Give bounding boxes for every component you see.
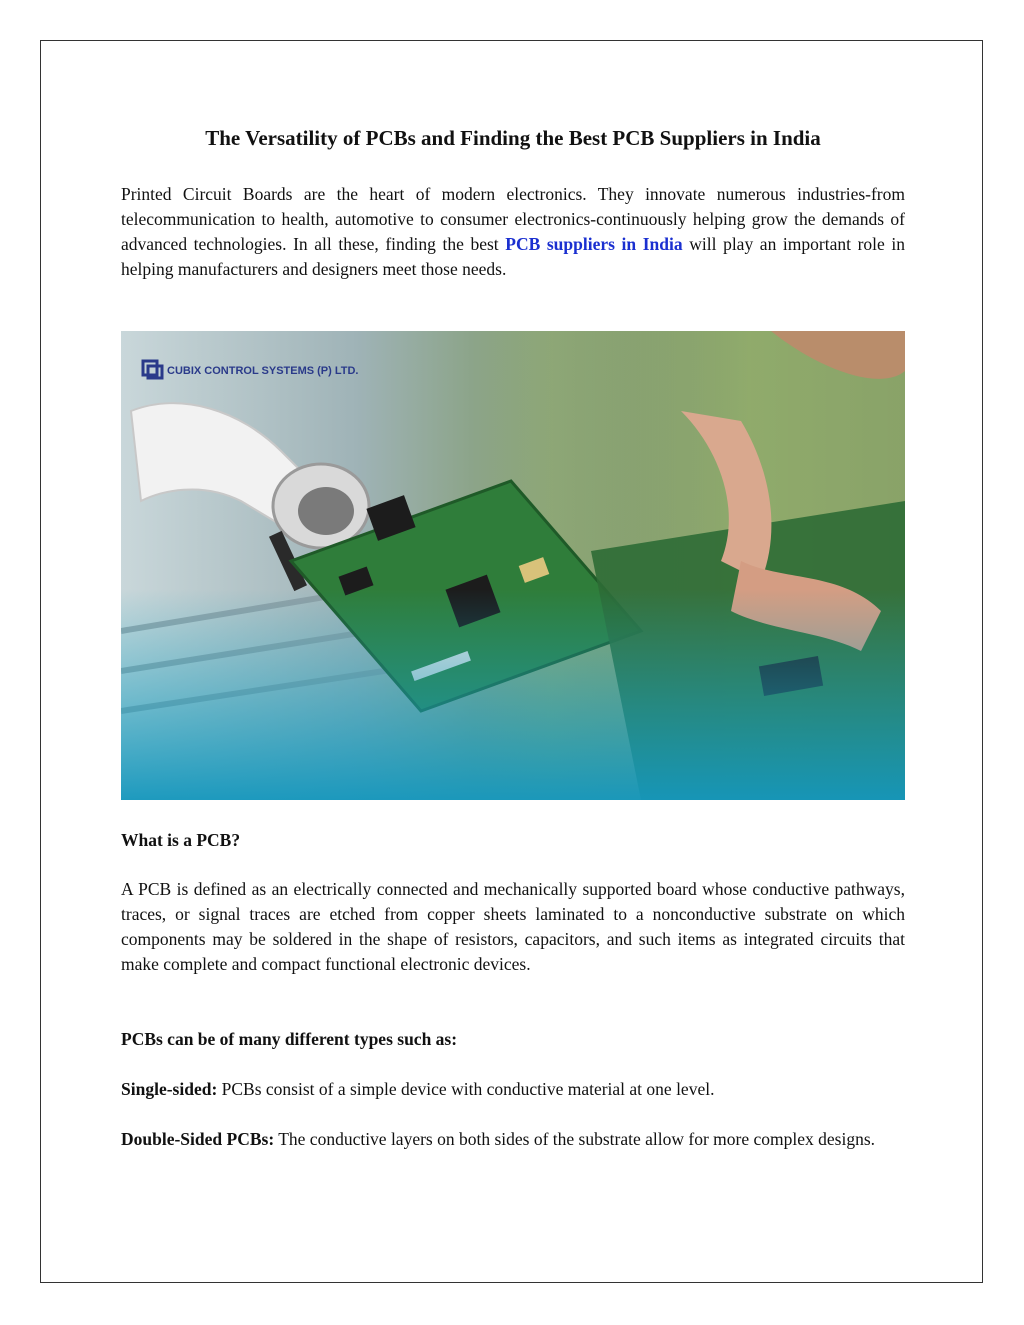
intro-text-end: will play an important role in helping manufacturers and designers meet those needs. [121,234,906,279]
section-what-body-wrap [121,877,905,977]
section-what [121,828,905,853]
section-types [121,1027,905,1052]
types-heading: PCBs can be of many different types such as: [121,1029,458,1049]
what-heading: What is a PCB? [121,830,241,850]
logo-text: CUBIX CONTROL SYSTEMS (P) LTD. [167,365,359,377]
type-item [121,1127,905,1152]
intro-paragraph-wrap [121,182,905,282]
type-label: Double-Sided PCBs: [121,1129,275,1149]
type-double-sided [121,1127,905,1152]
pcb-illustration [121,331,905,800]
intro-text-start: Printed Circuit Boards are the heart of modern electronics. They innovate numerous industries-from telecommunication to health, automotive to consumer electronics-continuously helping grow the demands of advanced technologies. In all these, finding the best [121,184,905,254]
document-title: The Versatility of PCBs and Finding the Best PCB Suppliers in India [205,126,821,150]
type-text: PCBs consist of a simple device with conductive material at one level. [217,1079,715,1099]
document-page [40,40,983,1283]
type-label: Single-sided: [121,1079,218,1099]
type-single-sided [121,1077,905,1102]
hero-image [121,331,905,800]
pcb-suppliers-link[interactable]: PCB suppliers in India [505,234,683,254]
type-item [121,1077,905,1102]
what-body: A PCB is defined as an electrically connected and mechanically supported board whose conductive pathways, traces, or signal traces are etched from copper sheets laminated to a nonconductive substrate on which components may be soldered in the shape of resistors, capacitors, and such items as integrated circuits that make complete and compact functional electronic devices. [121,879,905,974]
type-text: The conductive layers on both sides of the substrate allow for more complex designs. [274,1129,876,1149]
intro-paragraph [121,182,905,282]
